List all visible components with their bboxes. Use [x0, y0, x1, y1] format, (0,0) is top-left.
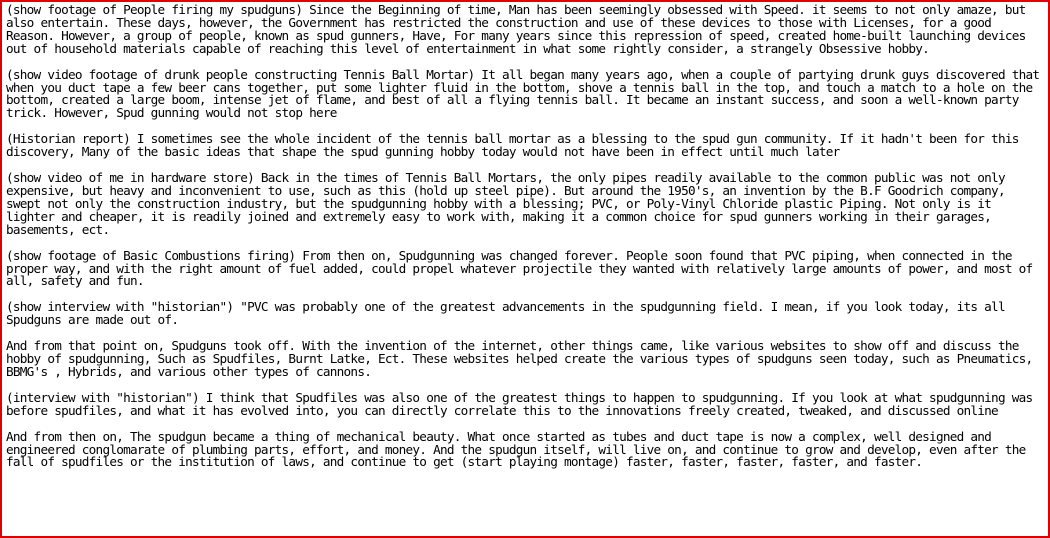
paragraph-2: (show video footage of drunk people constructing Tennis Ball Mortar) It all began many years ago, when a couple of partying drunk guys discovered that when you duct tape a few beer cans together, put some lighter fluid in the bottom, shove a tennis ball in the top, and touch a match to a hole on the bottom, created a large boom, intense jet of flame, and best of all a flying tennis ball. It became an instant success, and soon a well-known party trick. However, Spud gunning would not stop here: [6, 66, 1040, 121]
paragraph-8: (interview with "historian") I think that Spudfiles was also one of the greatest things to happen to spudgunning. If you look at what spudgunning was before spudfiles, and what it has evolved into, you can directly correlate this to the innovations freely created, tweaked, and discussed online: [6, 389, 1033, 418]
paragraph-3: (Historian report) I sometimes see the whole incident of the tennis ball mortar as a blessing to the spud gun community. If it hadn't been for this discovery, Many of the basic ideas that shape the spud gunning hobby today would not have been in effect until much later: [6, 131, 1019, 160]
paragraph-6: (show interview with "historian") "PVC was probably one of the greatest advancements in the spudgunning field. I mean, if you look today, its all Spudguns are made out of.: [6, 299, 1005, 328]
paragraph-9: And from then on, The spudgun became a thing of mechanical beauty. What once started as tubes and duct tape is now a complex, well designed and engineered conglomarate of plumbing parts, effort, and money. And the spudgun itself, will live on, and continue to grow and develop, even after the fall of spudfiles or the institution of laws, and continue to get (start playing montage) faster, faster, faster, faster, and faster.: [6, 428, 1026, 470]
paragraph-4: (show video of me in hardware store) Back in the times of Tennis Ball Mortars, the only pipes readily available to the common public was not only expensive, but heavy and inconvenient to use, such as this (hold up steel pipe). But around the 1950's, an invention by the B.F Goodrich company, swept not only the construction industry, but the spudgunning hobby with a blessing; PVC, or Poly-Vinyl Chloride plastic Piping. Not only is it lighter and cheaper, it is readily joined and extremely easy to work with, making it a common choice for spud gunners working in their garages, basements, ect.: [6, 170, 1005, 237]
paragraph-5: (show footage of Basic Combustions firing) From then on, Spudgunning was changed forever. People soon found that PVC piping, when connected in the proper way, and with the right amount of fuel added, could propel whatever projectile they wanted with relatively large amounts of power, and most of all, safety and fun.: [6, 247, 1033, 289]
document-body: [6, 4, 1046, 469]
paragraph-7: And from that point on, Spudguns took off. With the invention of the internet, other things came, like various websites to show off and discuss the hobby of spudgunning, Such as Spudfiles, Burnt Latke, Ect. These websites helped create the various types of spudguns seen today, such as Pneumatics, BBMG's , Hybrids, and various other types of cannons.: [6, 338, 1033, 379]
paragraph-1: (show footage of People firing my spudguns) Since the Beginning of time, Man has been seemingly obsessed with Speed. it seems to not only amaze, but also entertain. These days, however, the Government has restricted the construction and use of these devices to those with Licenses, for a good Reason. However, a group of people, known as spud gunners, Have, For many years since this repression of speed, created home-built launching devices out of household materials capable of reaching this level of entertainment in what some rightly consider, a strangely Obsessive hobby.: [6, 2, 1026, 56]
